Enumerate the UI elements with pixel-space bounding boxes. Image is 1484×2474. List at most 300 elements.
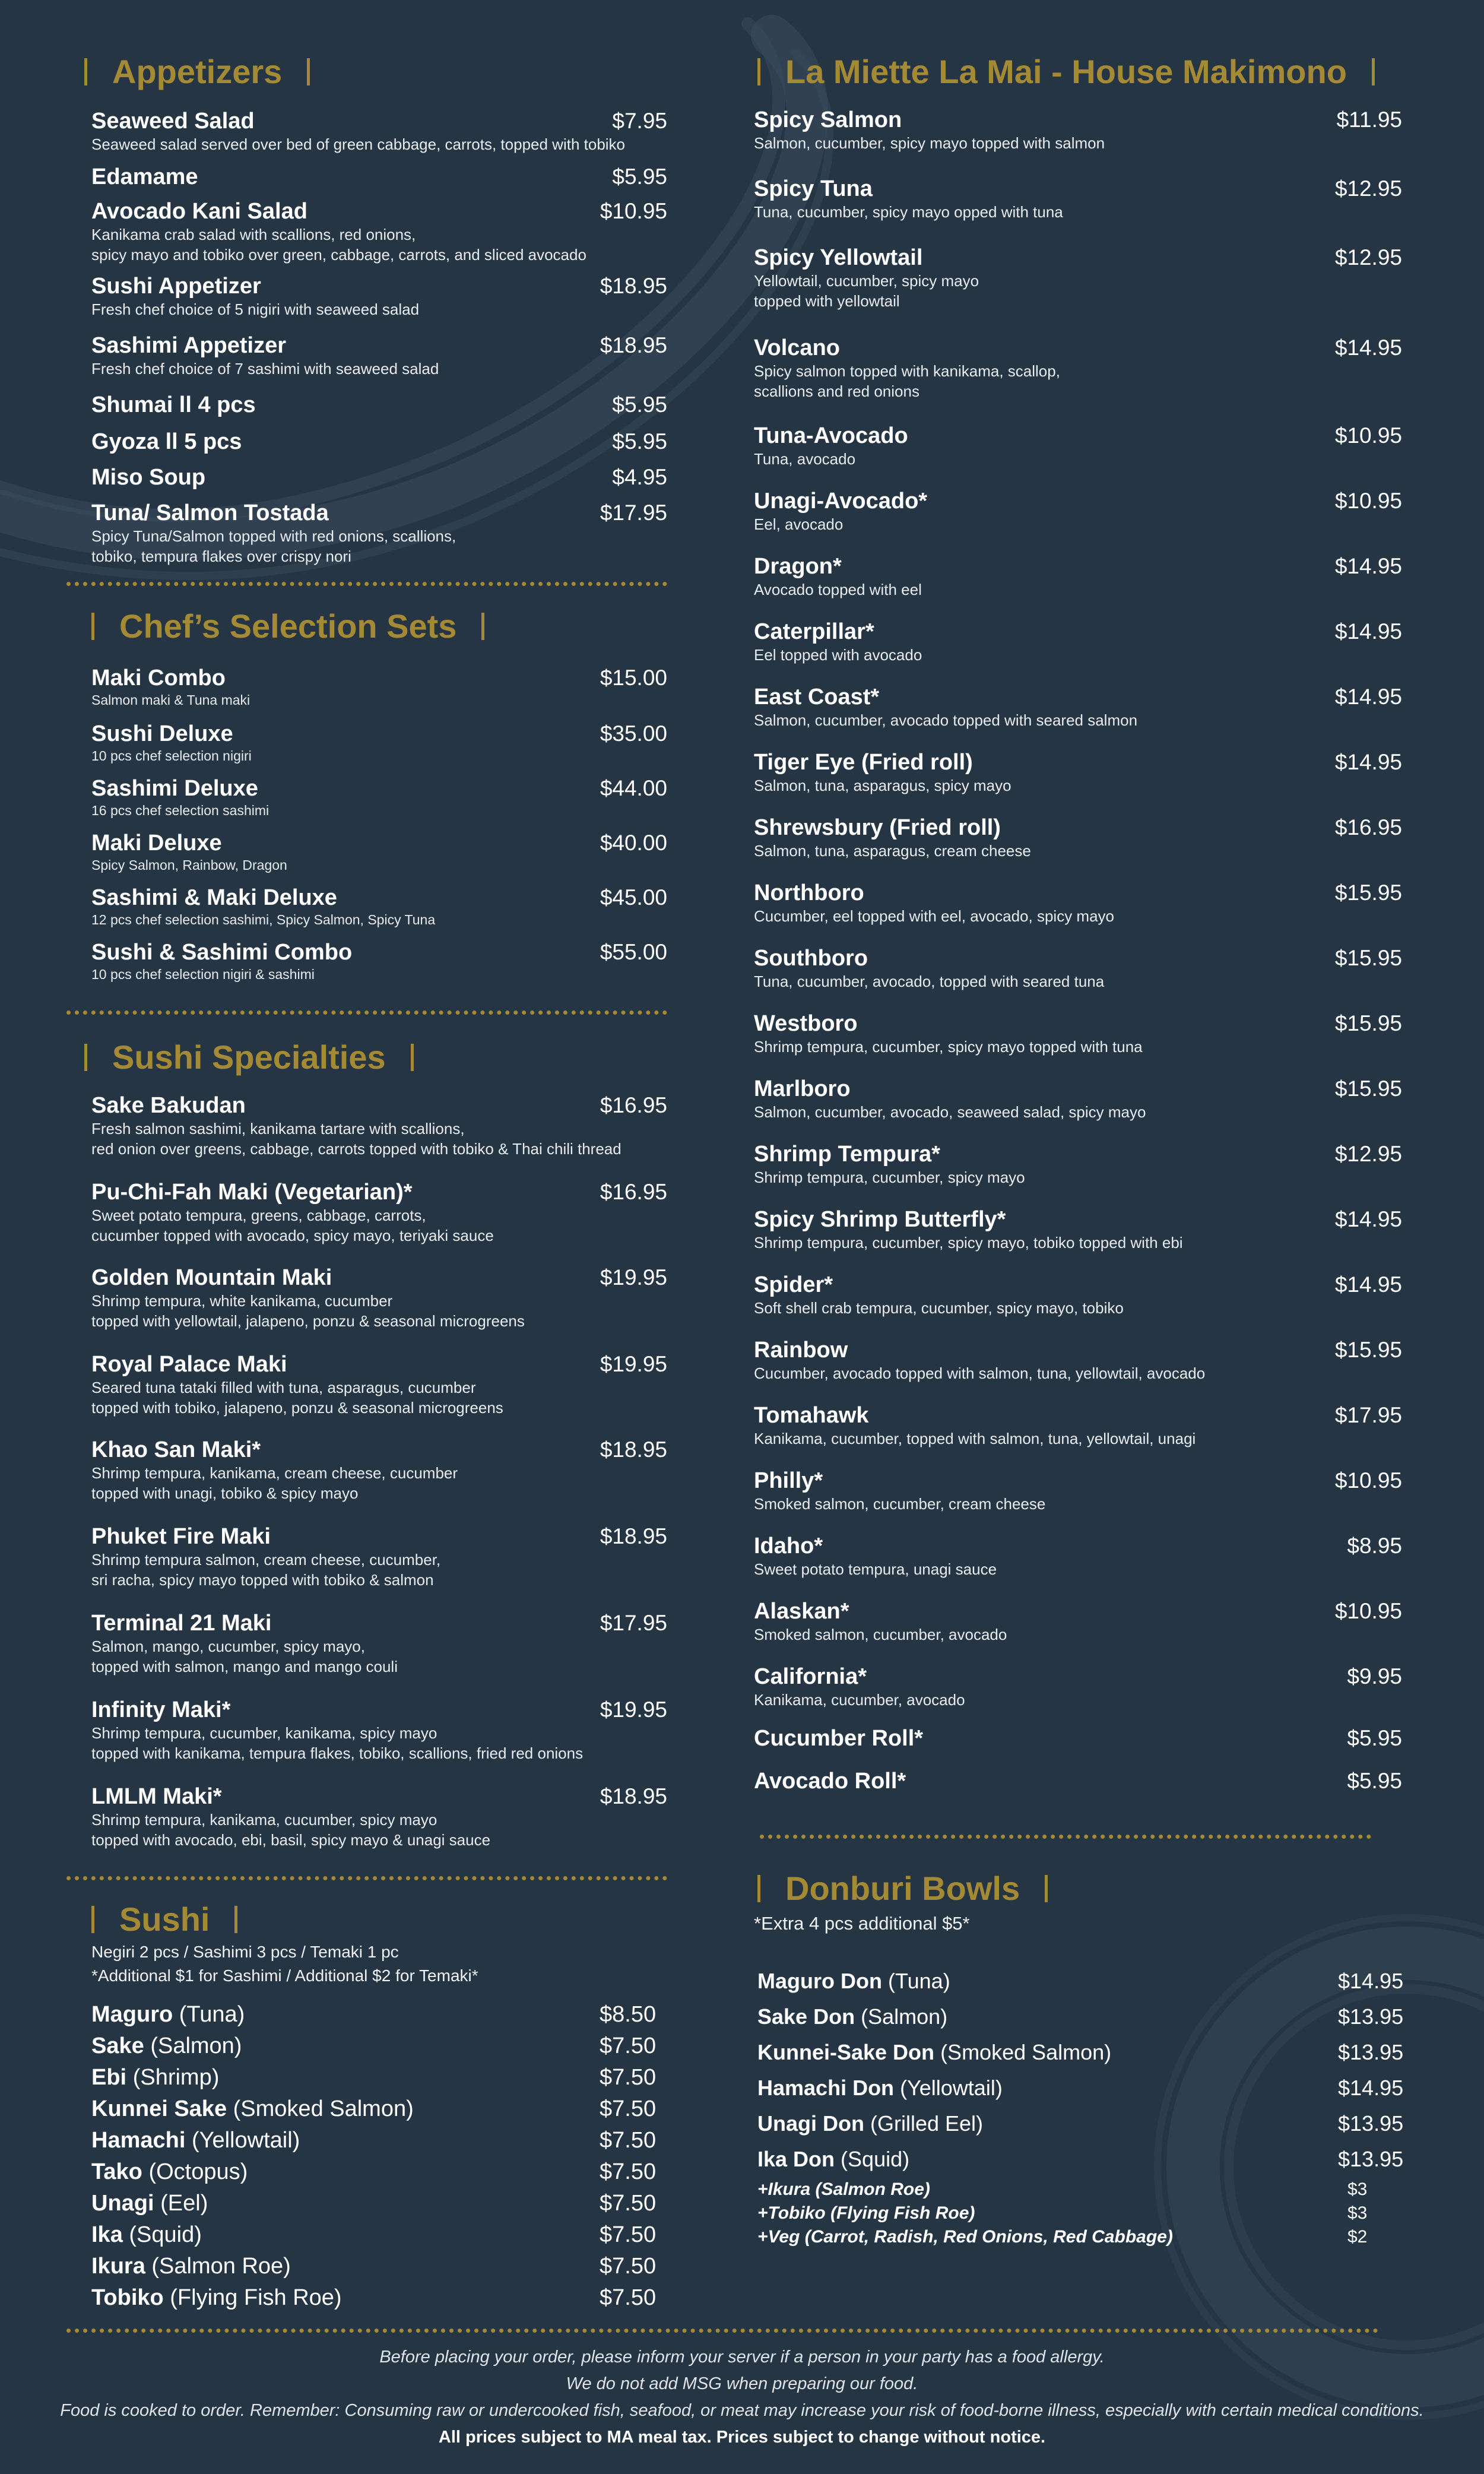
title-bar-right [234,1906,237,1933]
donburi-item [757,2073,1410,2103]
menu-item [754,1664,1402,1710]
item-name: Miso Soup [91,465,206,490]
item-description: Salmon, tuna, asparagus, cream cheese [754,842,1031,860]
item-description: Spicy salmon topped with kanikama, scallop, scallions and red onions [754,362,1060,400]
item-name: Sashimi & Maki Deluxe [91,885,337,910]
item-name: Cucumber Roll* [754,1726,924,1751]
donburi-addon [757,2225,1410,2249]
donburi-heading [757,1869,1073,1908]
menu-item [754,749,1402,796]
sushi-name: Sake [91,2033,144,2058]
item-name: Maki Combo [91,666,226,690]
donburi-translation: (Smoked Salmon) [940,2040,1112,2064]
item-price: $12.95 [1334,245,1402,270]
item-description: Salmon, mango, cucumber, spicy mayo, topped with salmon, mango and mango couli [91,1637,398,1675]
item-price: $12.95 [1334,176,1402,201]
item-description: Spicy Tuna/Salmon topped with red onions, scallions, tobiko, tempura flakes over crispy nori [91,527,456,565]
item-price: $12.95 [1334,1142,1402,1166]
item-name: Rainbow [754,1338,848,1363]
section-divider [66,582,667,586]
menu-item [91,429,667,455]
item-name: California* [754,1664,867,1689]
sushi-price: $7.50 [600,2254,657,2279]
item-price: $19.95 [600,1265,667,1290]
item-description: Salmon maki & Tuna maki [91,692,250,708]
addon-label: +Tobiko (Flying Fish Roe) [757,2203,975,2223]
menu-item [754,1598,1402,1645]
sushi-note-portions: Negiri 2 pcs / Sashimi 3 pcs / Temaki 1 pc [91,1943,399,1961]
item-name: Avocado Roll* [754,1769,906,1794]
menu-item [754,107,1402,153]
item-description: Eel, avocado [754,515,844,533]
item-price: $15.00 [600,666,667,690]
title-bar-right [307,58,310,85]
item-price: $18.95 [600,1524,667,1548]
item-price: $10.95 [1334,1468,1402,1493]
sushi-translation: (Tuna) [179,2002,245,2027]
donburi-translation: (Salmon) [861,2004,948,2029]
donburi-name: Sake Don [757,2004,855,2029]
item-name: Southboro [754,946,868,971]
item-name: Philly* [754,1468,823,1493]
donburi-translation: (Tuna) [888,1969,950,1993]
menu-item [754,880,1402,926]
menu-item [754,1076,1402,1122]
sushi-name: Ika [91,2222,123,2247]
donburi-title: Donburi Bowls [785,1870,1020,1907]
menu-item [91,108,667,154]
item-description: Smoked salmon, cucumber, avocado [754,1626,1007,1643]
item-name: Tomahawk [754,1403,869,1428]
item-price: $14.95 [1334,685,1402,709]
sushi-name: Hamachi [91,2128,186,2153]
item-price: $10.95 [600,199,667,223]
item-name: Spicy Shrimp Butterfly* [754,1207,1006,1232]
sushi-name: Kunnei Sake [91,2096,227,2121]
item-price: $16.95 [1334,815,1402,840]
item-description: Shrimp tempura, cucumber, spicy mayo topped with tuna [754,1038,1143,1056]
item-description: Shrimp tempura salmon, cream cheese, cucumber, sri racha, spicy mayo topped with tobiko & salmon [91,1551,441,1589]
sushi-translation: (Flying Fish Roe) [170,2285,342,2310]
item-price: $10.95 [1334,423,1402,448]
title-bar-right [1045,1875,1048,1902]
item-price: $8.95 [1347,1534,1402,1558]
donburi-name: Maguro Don [757,1969,882,1993]
item-price: $11.95 [1336,107,1402,132]
item-name: Volcano [754,335,840,360]
item-description: Eel topped with avocado [754,646,922,664]
sushi-item [91,2125,661,2155]
menu-item [91,392,667,418]
sushi-item [91,2094,661,2124]
item-name: Seaweed Salad [91,109,255,134]
item-description: Tuna, cucumber, avocado, topped with seared tuna [754,973,1105,990]
sushi-name: Maguro [91,2002,173,2027]
item-description: Sweet potato tempura, greens, cabbage, carrots, cucumber topped with avocado, spicy mayo, teriyaki sauce [91,1206,494,1244]
item-description: Smoked salmon, cucumber, cream cheese [754,1495,1046,1513]
menu-item [91,1523,667,1590]
section-divider [760,1835,1371,1839]
donburi-translation: (Yellowtail) [900,2076,1003,2100]
item-name: Caterpillar* [754,619,874,644]
item-description: Salmon, cucumber, spicy mayo topped with salmon [754,134,1105,152]
item-name: Maki Deluxe [91,831,222,856]
donburi-name: Unagi Don [757,2111,864,2136]
menu-item [754,488,1402,534]
donburi-item [757,2002,1410,2032]
menu-item [754,815,1402,861]
menu-item [754,1533,1402,1579]
sushi-translation: (Salmon Roe) [151,2254,291,2279]
item-description: Shrimp tempura, kanikama, cream cheese, cucumber topped with unagi, tobiko & spicy mayo [91,1464,458,1502]
title-bar-left [84,58,87,85]
title-bar-right [1372,58,1375,85]
item-name: Spicy Salmon [754,107,902,132]
item-price: $9.95 [1347,1664,1402,1689]
menu-item [754,1010,1402,1057]
appetizers-heading [84,52,335,91]
menu-item [91,939,667,983]
sushi-item [91,2000,661,2029]
menu-item [754,684,1402,730]
item-description: Salmon, cucumber, avocado topped with seared salmon [754,711,1138,729]
item-price: $5.95 [1347,1726,1402,1750]
item-name: Phuket Fire Maki [91,1524,271,1549]
item-description: Seaweed salad served over bed of green cabbage, carrots, topped with tobiko [91,135,626,153]
sushi-name: Tobiko [91,2285,164,2310]
item-price: $14.95 [1334,750,1402,774]
sushi-price: $8.50 [600,2002,657,2027]
item-description: Salmon, cucumber, avocado, seaweed salad, spicy mayo [754,1103,1146,1121]
item-description: Fresh chef choice of 5 nigiri with seaweed salad [91,300,420,318]
donburi-item [757,1966,1410,1996]
donburi-price: $13.95 [1338,2147,1404,2171]
item-price: $44.00 [600,776,667,800]
item-price: $14.95 [1334,554,1402,578]
item-name: Tuna/ Salmon Tostada [91,500,329,525]
item-name: Sashimi Appetizer [91,333,287,358]
menu-item [754,1206,1402,1253]
title-bar-left [757,58,760,85]
item-name: Spicy Yellowtail [754,245,923,270]
item-price: $17.95 [600,500,667,525]
donburi-price: $14.95 [1338,1969,1404,1993]
item-price: $15.95 [1334,946,1402,970]
sushi-translation: (Salmon) [150,2033,242,2058]
donburi-translation: (Grilled Eel) [870,2111,984,2136]
item-price: $14.95 [1334,1207,1402,1231]
item-name: Sushi & Sashimi Combo [91,940,353,965]
item-description: 10 pcs chef selection nigiri & sashimi [91,967,315,982]
item-description: Shrimp tempura, white kanikama, cucumber topped with yellowtail, jalapeno, ponzu & seasonal microgreens [91,1292,525,1330]
item-description: Cucumber, eel topped with eel, avocado, spicy mayo [754,907,1115,925]
menu-item [91,830,667,874]
sushi-price: $7.50 [600,2033,657,2058]
item-name: Tiger Eye (Fried roll) [754,750,973,775]
item-price: $45.00 [600,885,667,910]
chef-sets-heading [91,607,509,645]
sushi-price: $7.50 [600,2065,657,2090]
item-price: $14.95 [1334,1272,1402,1297]
title-bar-left [91,1906,94,1933]
donburi-name: Hamachi Don [757,2076,895,2100]
item-name: Alaskan* [754,1599,849,1624]
menu-item [754,1272,1402,1318]
item-description: Soft shell crab tempura, cucumber, spicy mayo, tobiko [754,1299,1124,1317]
item-price: $40.00 [600,831,667,855]
item-price: $4.95 [612,465,667,489]
appetizers-title: Appetizers [112,53,283,90]
item-price: $18.95 [600,274,667,298]
menu-item [754,1768,1402,1794]
menu-item [754,1337,1402,1383]
item-name: Spider* [754,1272,833,1297]
item-name: Khao San Maki* [91,1437,261,1462]
menu-item [754,176,1402,222]
sushi-item [91,2031,661,2061]
specialties-title: Sushi Specialties [112,1038,386,1076]
addon-price: $2 [1347,2227,1368,2247]
sushi-price: $7.50 [600,2128,657,2153]
footer-raw-food-warning: Food is cooked to order. Remember: Consuming raw or undercooked fish, seafood, or meat may increase your risk of food-borne illness, especially with certain medical conditions. [60,2401,1424,2420]
item-name: Pu-Chi-Fah Maki (Vegetarian)* [91,1180,413,1205]
item-name: Northboro [754,880,864,905]
menu-item [754,1725,1402,1751]
item-description: Shrimp tempura, cucumber, spicy mayo, tobiko topped with ebi [754,1234,1183,1252]
menu-item [91,1092,667,1159]
addon-label: +Ikura (Salmon Roe) [757,2180,930,2199]
item-name: Idaho* [754,1534,823,1558]
item-description: 12 pcs chef selection sashimi, Spicy Salmon, Spicy Tuna [91,912,436,927]
title-bar-right [481,613,484,640]
donburi-price: $13.95 [1338,2111,1404,2136]
section-divider [66,1010,667,1015]
menu-item [91,332,667,379]
item-name: Sushi Deluxe [91,721,233,746]
donburi-translation: (Squid) [841,2147,910,2171]
donburi-item [757,2038,1410,2067]
makimono-heading [757,52,1400,91]
item-description: Yellowtail, cucumber, spicy mayo topped with yellowtail [754,272,979,310]
item-name: Sashimi Deluxe [91,776,258,801]
item-name: Dragon* [754,554,842,579]
item-price: $15.95 [1334,1076,1402,1101]
sushi-title: Sushi [119,1900,210,1938]
item-price: $10.95 [1334,489,1402,513]
item-description: Shrimp tempura, cucumber, spicy mayo [754,1168,1025,1186]
item-name: Shumai ll 4 pcs [91,392,256,417]
item-price: $15.95 [1334,880,1402,905]
item-name: Sushi Appetizer [91,274,261,299]
menu-item [754,1402,1402,1449]
menu-item [91,1610,667,1677]
item-description: Kanikama crab salad with scallions, red onions, spicy mayo and tobiko over green, cabbage, carrots, and sliced avocado [91,226,586,264]
title-bar-left [757,1875,760,1902]
menu-item [754,245,1402,311]
item-name: Shrewsbury (Fried roll) [754,815,1001,840]
menu-item [91,1784,667,1850]
item-description: Shrimp tempura, kanikama, cucumber, spicy mayo topped with avocado, ebi, basil, spicy mayo & unagi sauce [91,1811,491,1849]
item-description: Kanikama, cucumber, avocado [754,1691,965,1709]
item-name: Westboro [754,1011,858,1036]
item-price: $16.95 [600,1180,667,1204]
item-name: Royal Palace Maki [91,1352,287,1377]
menu-item [91,164,667,190]
sushi-translation: (Eel) [160,2191,208,2216]
menu-item [754,619,1402,665]
menu-item [91,1437,667,1503]
specialties-heading [84,1038,439,1076]
sushi-item [91,2157,661,2187]
menu-item [754,1141,1402,1187]
sushi-translation: (Squid) [129,2222,202,2247]
title-bar-right [411,1044,414,1071]
sushi-price: $7.50 [600,2285,657,2310]
item-price: $14.95 [1334,335,1402,360]
item-price: $5.95 [612,429,667,454]
item-price: $17.95 [1334,1403,1402,1427]
item-description: Fresh chef choice of 7 sashimi with seaweed salad [91,360,439,378]
title-bar-left [91,613,94,640]
donburi-name: Ika Don [757,2147,835,2171]
footer-tax-note: All prices subject to MA meal tax. Prices subject to change without notice. [438,2428,1046,2447]
item-description: Tuna, avocado [754,450,856,468]
item-description: Sweet potato tempura, unagi sauce [754,1560,997,1578]
addon-label: +Veg (Carrot, Radish, Red Onions, Red Cabbage) [757,2227,1173,2247]
donburi-price: $13.95 [1338,2040,1404,2064]
sushi-item [91,2283,661,2313]
sushi-name: Ikura [91,2254,145,2279]
footer-divider [66,2329,1378,2333]
item-price: $18.95 [600,1784,667,1808]
item-price: $5.95 [1347,1769,1402,1793]
addon-price: $3 [1347,2203,1368,2223]
sushi-name: Tako [91,2159,142,2184]
addon-price: $3 [1347,2180,1368,2199]
item-name: Spicy Tuna [754,176,873,201]
item-name: LMLM Maki* [91,1784,222,1809]
item-price: $16.95 [600,1093,667,1117]
item-price: $18.95 [600,1437,667,1462]
item-description: Fresh salmon sashimi, kanikama tartare with scallions, red onion over greens, cabbage, carrots topped with tobiko & Thai chili thread [91,1120,621,1158]
item-name: Avocado Kani Salad [91,199,307,224]
item-name: Tuna-Avocado [754,423,908,448]
sushi-price: $7.50 [600,2159,657,2184]
donburi-price: $13.95 [1338,2004,1404,2029]
menu-item [91,775,667,819]
donburi-item [757,2144,1410,2174]
sushi-heading [91,1900,262,1938]
item-description: Spicy Salmon, Rainbow, Dragon [91,857,287,873]
title-bar-left [84,1044,87,1071]
menu-item [91,198,667,265]
item-price: $55.00 [600,940,667,964]
menu-item [91,500,667,566]
item-name: Gyoza ll 5 pcs [91,429,242,454]
item-price: $15.95 [1334,1011,1402,1035]
menu-item [91,1265,667,1331]
sushi-name: Unagi [91,2191,154,2216]
item-description: Cucumber, avocado topped with salmon, tuna, yellowtail, avocado [754,1364,1206,1382]
menu-item [91,721,667,765]
chef-sets-title: Chef’s Selection Sets [119,607,457,645]
item-description: Shrimp tempura, cucumber, kanikama, spicy mayo topped with kanikama, tempura flakes, tobiko, scallions, fried red onions [91,1724,584,1762]
menu-item [754,423,1402,469]
item-name: Golden Mountain Maki [91,1265,332,1290]
sushi-item [91,2188,661,2218]
sushi-price: $7.50 [600,2191,657,2216]
item-price: $18.95 [600,333,667,357]
donburi-note: *Extra 4 pcs additional $5* [754,1913,970,1934]
footer-msg-note: We do not add MSG when preparing our food. [566,2374,918,2393]
donburi-price: $14.95 [1338,2076,1404,2100]
sushi-note-extra: *Additional $1 for Sashimi / Additional $2 for Temaki* [91,1966,478,1985]
sushi-translation: (Smoked Salmon) [233,2096,414,2121]
menu-item [91,665,667,709]
sushi-name: Ebi [91,2065,127,2090]
donburi-addon [757,2201,1410,2225]
item-description: 16 pcs chef selection sashimi [91,803,269,818]
sushi-item [91,2251,661,2281]
sushi-price: $7.50 [600,2096,657,2121]
menu-item [754,1468,1402,1514]
item-price: $15.95 [1334,1338,1402,1362]
item-name: Shrimp Tempura* [754,1142,940,1167]
section-divider [66,1876,667,1880]
item-description: Seared tuna tataki filled with tuna, asparagus, cucumber topped with tobiko, jalapeno, ponzu & seasonal microgreens [91,1379,503,1417]
sushi-price: $7.50 [600,2222,657,2247]
item-price: $14.95 [1334,619,1402,644]
item-description: Tuna, cucumber, spicy mayo opped with tuna [754,203,1063,221]
footer-allergy-note: Before placing your order, please inform your server if a person in your party has a food allergy. [379,2348,1105,2367]
sushi-translation: (Octopus) [148,2159,248,2184]
sushi-item [91,2220,661,2250]
menu-item [91,1179,667,1246]
item-description: Kanikama, cucumber, topped with salmon, tuna, yellowtail, unagi [754,1430,1196,1447]
item-price: $5.95 [612,164,667,189]
donburi-item [757,2109,1410,2139]
item-price: $35.00 [600,721,667,746]
item-price: $17.95 [600,1611,667,1635]
item-name: Unagi-Avocado* [754,489,928,514]
sushi-item [91,2063,661,2092]
item-name: Sake Bakudan [91,1093,246,1118]
item-description: Salmon, tuna, asparagus, spicy mayo [754,777,1011,794]
item-price: $7.95 [612,109,667,133]
donburi-name: Kunnei-Sake Don [757,2040,935,2064]
item-name: Infinity Maki* [91,1697,231,1722]
item-description: 10 pcs chef selection nigiri [91,748,252,764]
item-price: $19.95 [600,1697,667,1722]
sushi-translation: (Yellowtail) [191,2128,300,2153]
item-name: Marlboro [754,1076,851,1101]
item-description: Avocado topped with eel [754,581,922,598]
item-price: $19.95 [600,1352,667,1376]
item-price: $10.95 [1334,1599,1402,1623]
item-price: $5.95 [612,392,667,417]
menu-item [91,273,667,319]
donburi-addon [757,2178,1410,2201]
menu-item [754,553,1402,600]
menu-item [91,464,667,490]
sushi-translation: (Shrimp) [132,2065,220,2090]
item-name: Edamame [91,164,198,189]
makimono-title: La Miette La Mai - House Makimono [785,53,1347,90]
menu-item [754,335,1402,401]
menu-item [91,1351,667,1418]
menu-item [91,1697,667,1763]
item-name: Terminal 21 Maki [91,1611,272,1636]
